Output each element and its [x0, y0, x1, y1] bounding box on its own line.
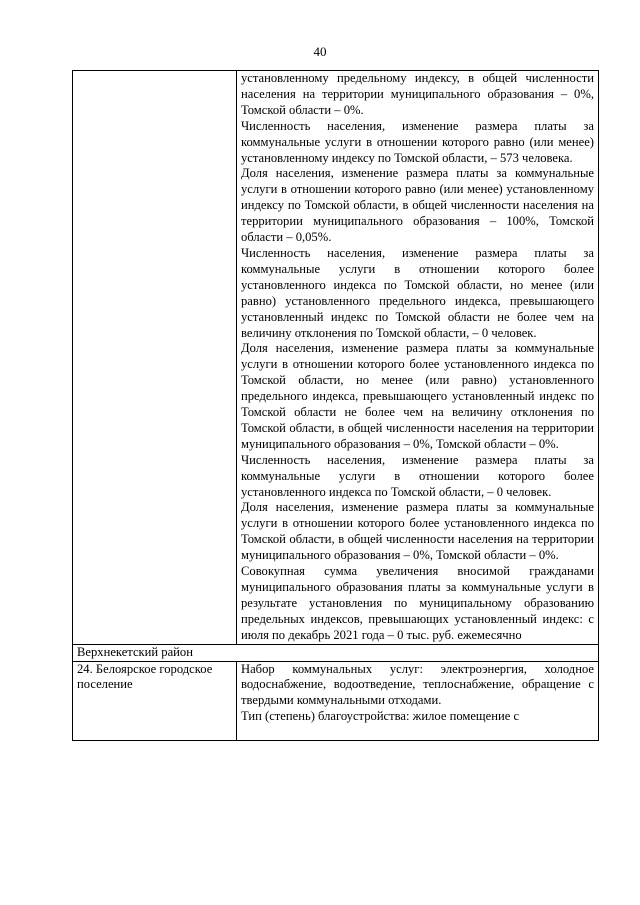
- paragraph: Доля населения, изменение размера платы за коммунальные услуги в отношении которого равно (или менее) установленному индексу по Томской области, в общей численности населения на территории муниципального образования – 100%, Томской области – 0,05%.: [241, 166, 594, 245]
- indicators-table: [72, 70, 599, 741]
- table-row: [73, 661, 599, 741]
- municipality-cell: [73, 71, 237, 645]
- paragraph: Доля населения, изменение размера платы за коммунальные услуги в отношении которого более установленного индекса по Томской области, но менее (или равно) установленного предельного индекса, превышающего установленный индекс по Томской области не более чем на величину отклонения по Томской области, в общей численности населения на территории муниципального образования – 0%, Томской области – 0%.: [241, 341, 594, 451]
- paragraph: Совокупная сумма увеличения вносимой гражданами муниципального образования платы за коммунальные услуги в результате установления по муниципальному образованию предельных индексов, превышающих установленный индекс: с июля по декабрь 2021 года – 0 тыс. руб. ежемесячно: [241, 564, 594, 642]
- table-row: [73, 644, 599, 661]
- table-row: [73, 71, 599, 645]
- indicators-cell: [237, 661, 599, 741]
- paragraph: Доля населения, изменение размера платы за коммунальные услуги в отношении которого более установленного индекса по Томской области, в общей численности населения на территории муниципального образования – 0%, Томской области – 0%.: [241, 500, 594, 563]
- truncated-paragraph-wrapper: [241, 709, 594, 740]
- municipality-cell: 24. Белоярское городское поселение: [73, 661, 237, 741]
- paragraph: Численность населения, изменение размера платы за коммунальные услуги в отношении которого более установленного индекса по Томской области, но менее (или равно) установленного предельного индекса, превышающего установленный индекс по Томской области не более чем на величину отклонения по Томской области, – 0 человек.: [241, 245, 594, 340]
- indicators-cell: [237, 71, 599, 645]
- paragraph: Численность населения, изменение размера платы за коммунальные услуги в отношении которого равно (или менее) установленному индексу по Томской области, – 573 человека.: [241, 118, 594, 165]
- section-title: Верхнекетский район: [73, 644, 599, 661]
- paragraph: Тип (степень) благоустройства: жилое помещение с: [241, 709, 520, 724]
- paragraph: Набор коммунальных услуг: электроэнергия, холодное водоснабжение, водоотведение, теплоснабжение, обращение с твердыми коммунальными отходами.: [241, 661, 594, 708]
- page-number: 40: [313, 44, 327, 59]
- paragraph: Численность населения, изменение размера платы за коммунальные услуги в отношении которого более установленного индекса по Томской области, – 0 человек.: [241, 452, 594, 499]
- paragraph: установленному предельному индексу, в общей численности населения на территории муниципального образования – 0%, Томской области – 0%.: [241, 71, 594, 117]
